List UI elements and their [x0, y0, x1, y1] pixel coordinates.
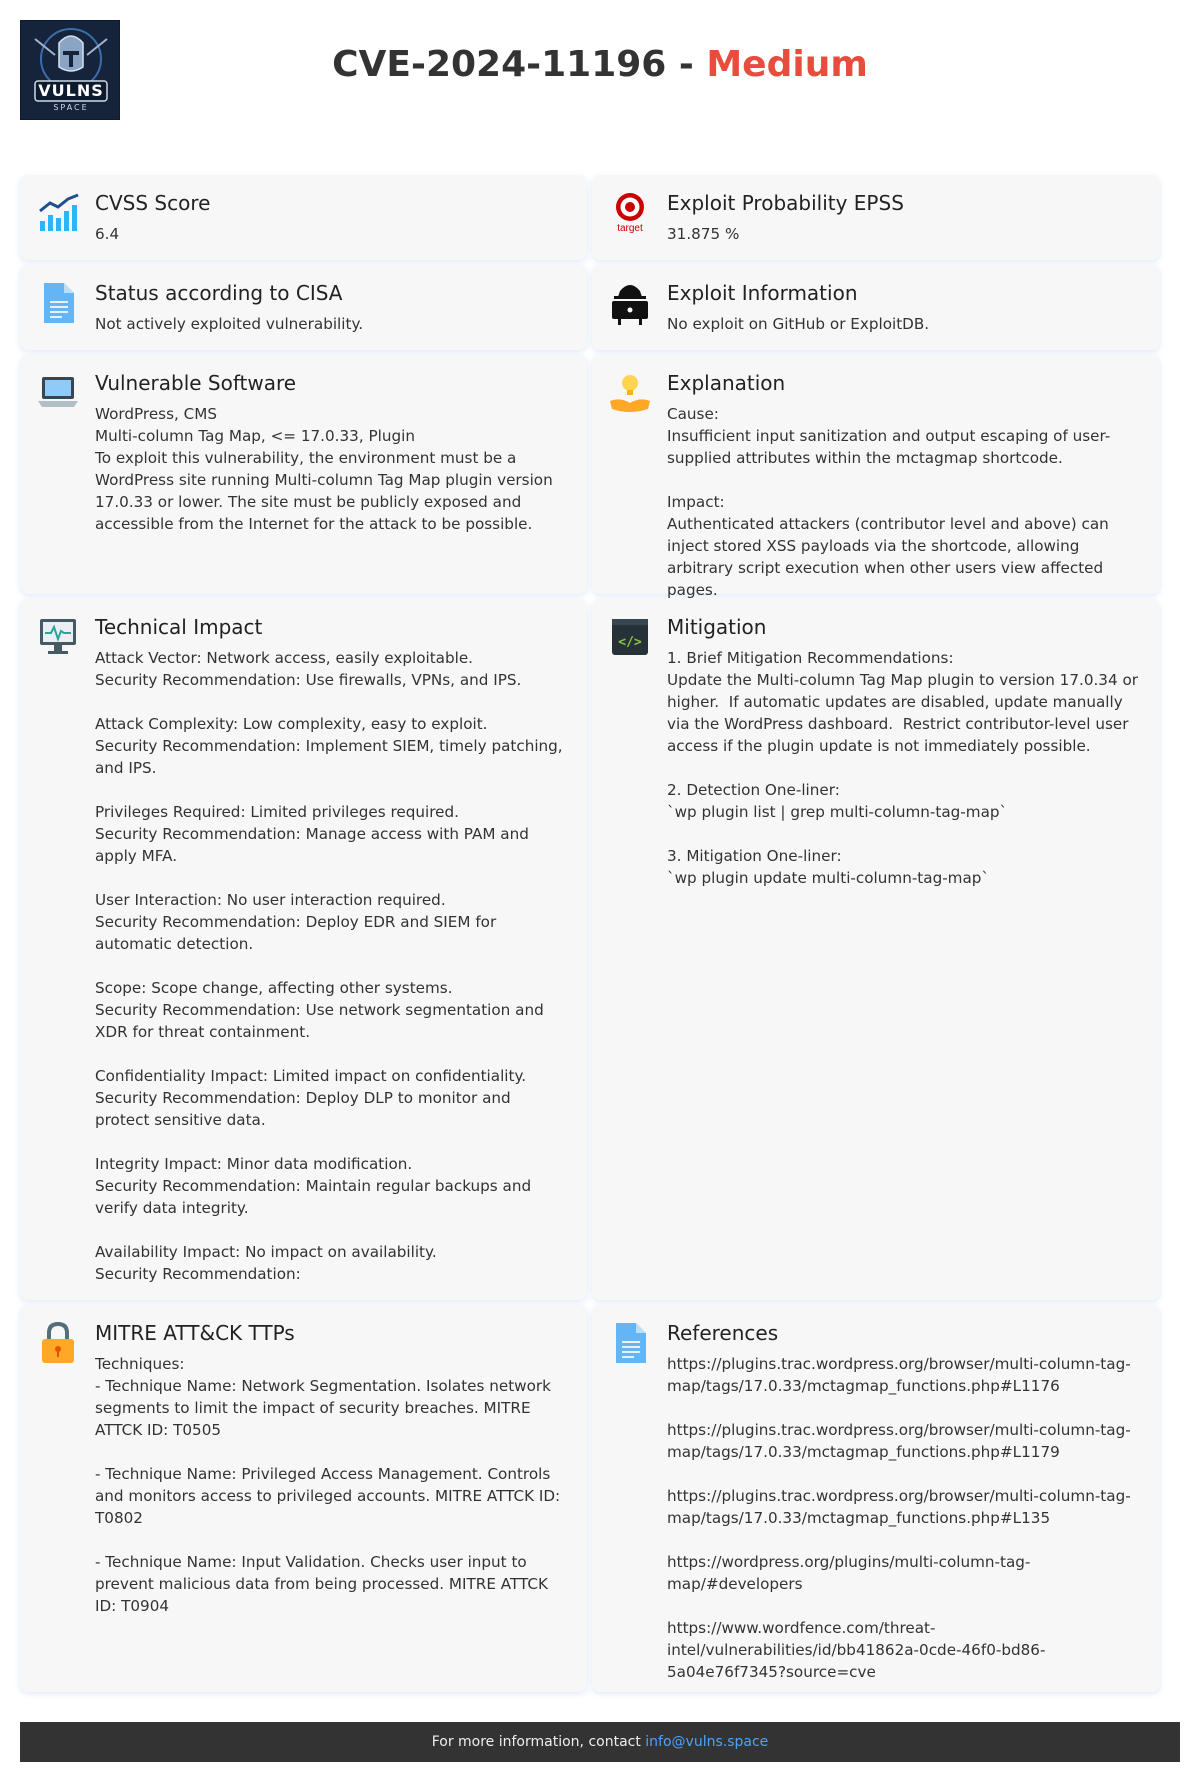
logo-subtext: SPACE — [53, 103, 89, 112]
bar-chart-icon — [36, 191, 80, 235]
references-list[interactable]: https://plugins.trac.wordpress.org/browser/multi-column-tag-map/tags/17.0.33/mctagmap_functions.php#L1176 https://plugins.trac.wordpress.org/browser/multi-column-tag-map/tags/17.0.33/mctagmap_functions.php#L1179 https://plugins.trac.wordpress.org/browser/multi-column-tag-map/tags/17.0.33/mctagmap_functions.php#L135 https://wordpress.org/plugins/multi-column-tag-map/#developers https://www.wordfence.com/threat-intel/vulnerabilities/id/bb41862a-0cde-46f0-bd86-5a04e76f7345?source=cve — [667, 1355, 1131, 1681]
code-terminal-icon — [608, 615, 652, 659]
vulnerable-software-card — [20, 355, 587, 594]
mitigation-details: 1. Brief Mitigation Recommendations: Update the Multi-column Tag Map plugin to version 17.0.34 or higher. If automatic updates are disabled, update manually via the WordPress dashboard. Restrict contributor-level user access if the plugin update is not immediately possible. 2. Detection One-liner: `wp plugin list | grep multi-column-tag-map` 3. Mitigation One-liner: `wp plugin update multi-column-tag-map` — [667, 649, 1138, 887]
vulnerable-software-details: WordPress, CMS Multi-column Tag Map, <= 17.0.33, Plugin To exploit this vulnerability, the environment must be a WordPress site running Multi-column Tag Map plugin version 17.0.33 or lower. The site must be publicly exposed and accessible from the Internet for the attack to be possible. — [95, 405, 553, 533]
svg-text:</>: </> — [618, 635, 642, 650]
references-title: References — [667, 1321, 779, 1345]
exploit-info-value: No exploit on GitHub or ExploitDB. — [667, 315, 930, 333]
explanation-details: Cause: Insufficient input sanitization and output escaping of user-supplied attributes within the mctagmap shortcode. Impact: Authenticated attackers (contributor level and above) can inject stored XSS payloads via the shortcode, allowing arbitrary script execution when other users view affected pages. — [667, 405, 1111, 599]
monitor-pulse-icon — [36, 615, 80, 659]
cisa-status-card — [20, 265, 587, 350]
severity-label: Medium — [706, 44, 868, 85]
mitre-ttps-card — [20, 1305, 587, 1692]
cvss-score-card — [20, 175, 587, 260]
hacker-icon — [608, 281, 652, 325]
cvss-score-value: 6.4 — [95, 225, 120, 243]
document-icon — [608, 1321, 652, 1365]
epss-value: 31.875 % — [667, 225, 740, 243]
references-card — [592, 1305, 1160, 1692]
contact-email-link[interactable]: info@vulns.space — [645, 1734, 769, 1750]
page-header — [0, 0, 1200, 140]
target-icon-label: target — [617, 223, 643, 234]
page-footer — [20, 1722, 1180, 1762]
explanation-title: Explanation — [667, 371, 786, 395]
cisa-status-title: Status according to CISA — [95, 281, 343, 305]
exploit-info-title: Exploit Information — [667, 281, 858, 305]
explanation-card — [592, 355, 1160, 599]
logo-text: VULNS — [38, 81, 104, 100]
technical-impact-title: Technical Impact — [95, 615, 263, 639]
vulnerable-software-title: Vulnerable Software — [95, 371, 297, 395]
mitigation-card — [592, 599, 1160, 1300]
cisa-status-value: Not actively exploited vulnerability. — [95, 315, 364, 333]
laptop-icon — [36, 371, 80, 415]
epss-card — [592, 175, 1160, 260]
padlock-icon — [36, 1321, 80, 1365]
mitre-ttps-title: MITRE ATT&CK TTPs — [95, 1321, 295, 1345]
exploit-info-card — [592, 265, 1160, 350]
cvss-score-title: CVSS Score — [95, 191, 211, 215]
page-title — [0, 44, 1200, 85]
technical-impact-card — [20, 599, 587, 1300]
title-separator: - — [666, 44, 707, 85]
document-icon — [36, 281, 80, 325]
mitigation-title: Mitigation — [667, 615, 767, 639]
lightbulb-hand-icon — [608, 371, 652, 415]
technical-impact-details: Attack Vector: Network access, easily exploitable. Security Recommendation: Use firewalls, VPNs, and IPS. Attack Complexity: Low complexity, easy to exploit. Security Recommendation: Implement SIEM, timely patching, and IPS. Privileges Required: Limited privileges required. Security Recommendation: Manage access with PAM and apply MFA. User Interaction: No user interaction required. Security Recommendation: Deploy EDR and SIEM for automatic detection. Scope: Scope change, affecting other systems. Security Recommendation: Use network segmentation and XDR for threat containment. Confidentiality Impact: Limited impact on confidentiality. Security Recommendation: Deploy DLP to monitor and protect sensitive data. Integrity Impact: Minor data modification. Security Recommendation: Maintain regular backups and verify data integrity. Availability Impact: No impact on availability. Security Recommendation: — [95, 649, 563, 1283]
mitre-ttps-details: Techniques: - Technique Name: Network Segmentation. Isolates network segments to limit the impact of security breaches. MITRE ATTCK ID: T0505 - Technique Name: Privileged Access Management. Controls and monitors access to privileged accounts. MITRE ATTCK ID: T0802 - Technique Name: Input Validation. Checks user input to prevent malicious data from being processed. MITRE ATTCK ID: T0904 — [95, 1355, 561, 1615]
epss-title: Exploit Probability EPSS — [667, 191, 904, 215]
cve-id: CVE-2024-11196 — [332, 44, 667, 85]
footer-text: For more information, contact — [431, 1734, 646, 1750]
